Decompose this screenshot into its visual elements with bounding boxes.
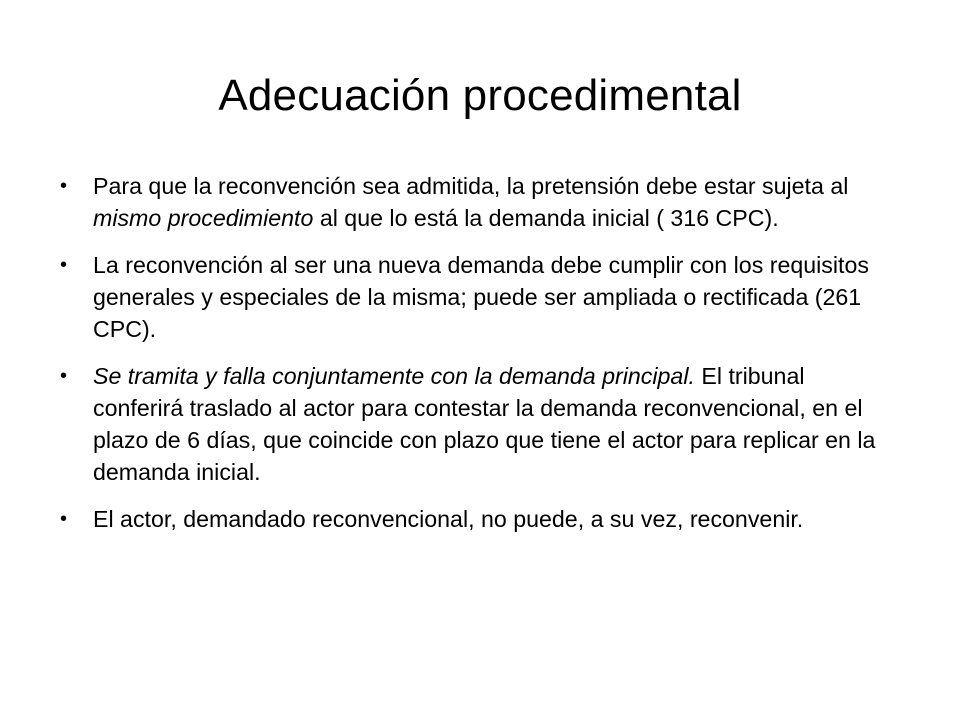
bullet-item [60,360,900,488]
bullet-text-segment: al que lo está la demanda inicial ( 316 CPC). [313,205,779,231]
bullet-icon: • [60,175,68,197]
bullet-item [60,503,900,535]
bullet-text-segment: Para que la reconvención sea admitida, la pretensión debe estar sujeta al [93,173,849,199]
bullet-item [60,249,900,345]
bullet-text-segment: El actor, demandado reconvencional, no puede, a su vez, reconvenir. [93,506,804,532]
bullet-text-segment: El tribunal conferirá traslado al actor para contestar la demanda reconvencional, en el plazo de 6 días, que coincide con plazo que tiene el actor para replicar en la demanda inicial. [93,363,876,485]
bullet-text-segment: La reconvención al ser una nueva demanda debe cumplir con los requisitos generales y especiales de la misma; puede ser ampliada o rectificada (261 CPC). [93,252,869,342]
bullet-text-segment-italic: Se tramita y falla conjuntamente con la demanda principal. [93,363,695,389]
bullet-icon: • [60,365,68,387]
bullet-icon: • [60,508,68,530]
bullet-item [60,170,900,234]
bullet-list [60,170,900,550]
bullet-icon: • [60,254,68,276]
slide-title: Adecuación procedimental [218,71,742,120]
bullet-text-segment-italic: mismo procedimiento [93,205,314,231]
